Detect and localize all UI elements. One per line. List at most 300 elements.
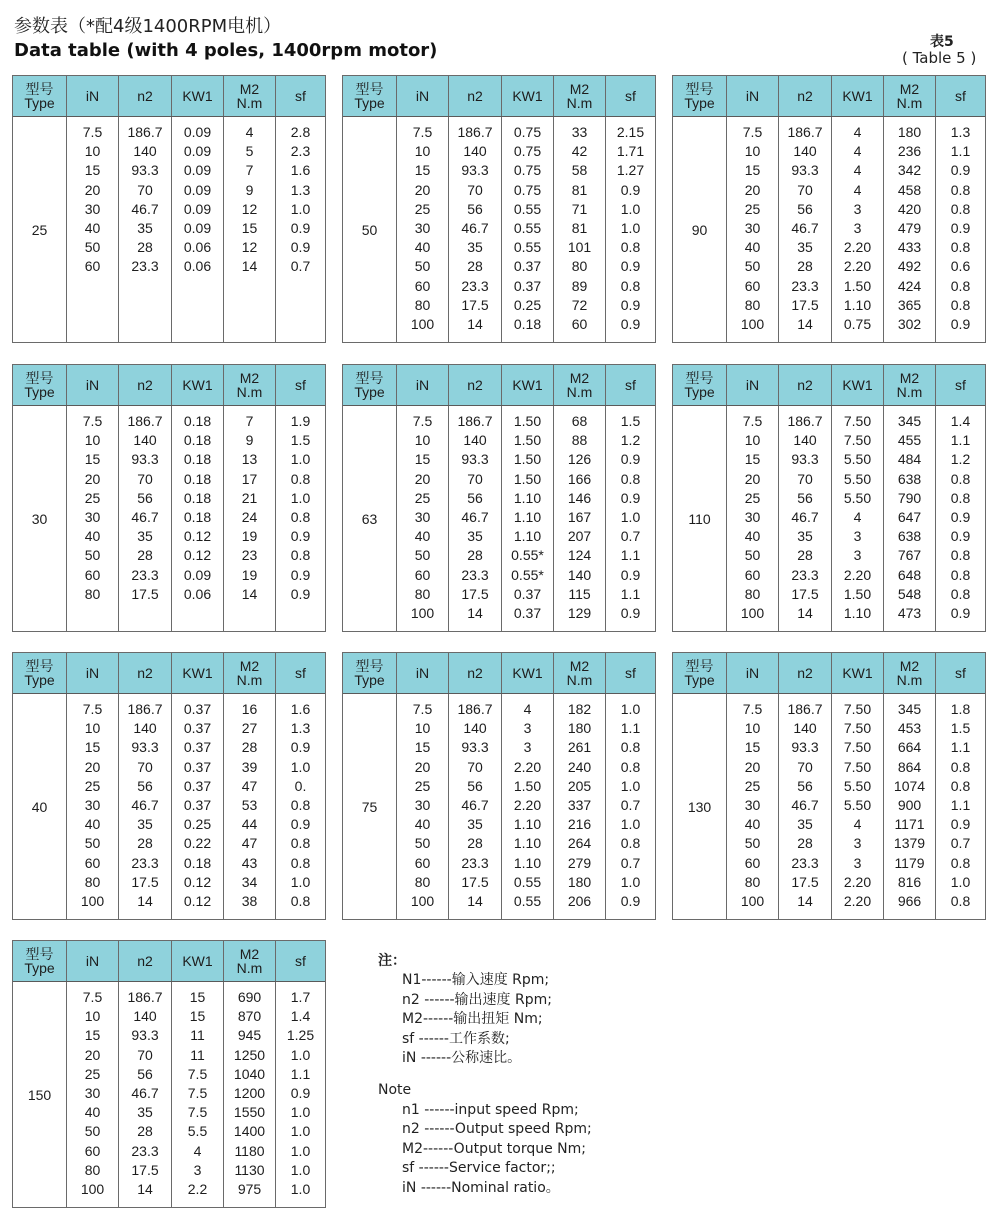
cell-n2: 35 [137,219,153,236]
type-cell [13,406,66,632]
cell-sf: 0.8 [290,892,311,909]
cell-n2: 14 [137,892,153,909]
header-type-cn: 型号 [685,658,714,674]
header-kw1-label: KW1 [182,953,213,969]
cell-m2: 420 [897,200,922,217]
cell-sf: 0.8 [950,854,971,871]
cell-sf: 0.9 [950,528,971,545]
header-type [343,365,396,405]
cell-m2: 302 [897,315,922,332]
cell-kw1: 4 [853,124,862,140]
cell-m2: 81 [571,181,588,198]
cell-n2: 46.7 [131,796,159,813]
cell-sf: 1.0 [290,1142,311,1159]
header-type-cn: 型号 [355,370,384,386]
cell-sf: 0.8 [620,470,641,487]
cell-sf: 1.1 [950,143,971,160]
cell-iN: 80 [414,296,431,313]
cell-kw1: 1.10 [513,528,542,545]
cell-iN: 60 [84,1142,101,1159]
cell-n2: 56 [467,200,483,217]
cell-iN: 30 [744,796,761,813]
cell-sf: 0.9 [290,585,311,602]
header-kw1 [831,653,883,693]
cell-iN: 10 [744,720,761,737]
cell-n2: 46.7 [791,508,819,525]
cell-sf: 0.8 [950,181,971,198]
cell-iN: 20 [744,758,761,775]
cell-sf: 0.9 [290,816,311,833]
cell-kw1: 0.12 [183,873,212,890]
cell-sf: 0.8 [950,547,971,564]
cell-m2: 205 [567,777,592,794]
cell-sf: 1.5 [290,432,311,449]
column-kw1 [831,406,883,632]
cell-iN: 7.5 [82,124,103,140]
cell-iN: 25 [84,777,101,794]
cell-kw1: 11 [190,1027,205,1044]
cell-m2: 19 [241,566,258,583]
column-sf [275,982,325,1208]
header-n2-label: n2 [467,377,483,393]
column-kw1 [501,117,553,343]
cell-m2: 47 [241,777,258,794]
cell-kw1: 0.12 [183,547,212,564]
note-line-cn: iN ------公称速比。 [402,1050,522,1066]
cell-iN: 60 [84,566,101,583]
cell-n2: 23.3 [791,854,819,871]
cell-n2: 56 [467,489,483,506]
column-m2 [553,694,605,920]
cell-iN: 60 [414,566,431,583]
cell-iN: 40 [84,528,101,545]
cell-iN: 15 [414,451,431,468]
cell-iN: 7.5 [82,989,103,1005]
cell-sf: 1.6 [290,701,311,717]
cell-iN: 25 [744,777,761,794]
cell-iN: 80 [414,585,431,602]
cell-iN: 10 [744,143,761,160]
cell-iN: 30 [744,508,761,525]
column-iN [396,694,448,920]
cell-n2: 28 [137,239,153,256]
cell-m2: 664 [897,739,922,756]
cell-kw1: 3 [853,528,862,545]
cell-m2: 89 [571,277,588,294]
cell-iN: 15 [84,1027,101,1044]
cell-m2: 5 [245,143,254,160]
cell-sf: 0.8 [290,796,311,813]
cell-sf: 1.0 [290,1104,311,1121]
cell-iN: 25 [414,489,431,506]
cell-iN: 25 [414,200,431,217]
cell-n2: 28 [467,547,483,564]
column-sf [935,694,985,920]
cell-iN: 25 [84,1065,101,1082]
cell-n2: 28 [467,258,483,275]
cell-n2: 35 [137,1104,153,1121]
cell-iN: 20 [84,1046,101,1063]
cell-iN: 25 [84,489,101,506]
cell-sf: 1.0 [290,1161,311,1178]
column-sf [605,694,655,920]
column-sf [935,406,985,632]
cell-iN: 100 [410,604,435,621]
cell-sf: 1.4 [950,413,971,429]
header-type-en: Type [684,95,715,111]
cell-sf: 0.7 [290,258,311,275]
header-type-en: Type [684,672,715,688]
cell-n2: 23.3 [791,277,819,294]
cell-n2: 70 [137,1046,153,1063]
cell-n2: 56 [797,777,813,794]
header-n2 [778,76,831,116]
header-type-en: Type [24,672,55,688]
table-body [13,694,325,920]
header-in [66,76,118,116]
cell-m2: 71 [571,200,588,217]
cell-kw1: 4 [853,181,862,198]
cell-kw1: 0.22 [183,835,212,852]
cell-n2: 140 [793,143,817,160]
cell-kw1: 7.50 [843,720,872,737]
cell-iN: 40 [414,528,431,545]
cell-sf: 0.7 [620,796,641,813]
cell-kw1: 2.20 [843,566,872,583]
header-kw1-label: KW1 [182,665,213,681]
cell-m2: 790 [897,489,922,506]
cell-sf: 0.9 [620,315,641,332]
cell-kw1: 0.55 [513,219,542,236]
cell-m2: 15 [241,219,258,236]
cell-m2: 690 [237,989,262,1005]
header-kw1-label: KW1 [512,665,543,681]
cell-kw1: 2.20 [843,258,872,275]
cell-sf: 0.6 [950,258,971,275]
header-sf-label: sf [955,665,966,681]
cell-iN: 20 [84,470,101,487]
cell-m2: 60 [571,315,588,332]
cell-iN: 50 [744,258,761,275]
cell-iN: 20 [744,470,761,487]
cell-iN: 10 [84,143,101,160]
cell-m2: 7 [245,162,254,179]
cell-m2: 21 [241,489,258,506]
header-m2-label: M2 [899,370,920,386]
header-m2-label: M2 [569,658,590,674]
cell-m2: 9 [245,181,254,198]
header-in-label: iN [745,377,760,393]
cell-sf: 0.9 [950,816,971,833]
cell-kw1: 0.37 [513,604,542,621]
type-value: 40 [31,799,48,815]
cell-n2: 17.5 [131,585,159,602]
cell-m2: 44 [241,816,258,833]
cell-kw1: 1.10 [513,489,542,506]
header-type-en: Type [354,384,385,400]
cell-m2: 38 [241,892,258,909]
cell-iN: 7.5 [412,701,433,717]
header-sf-label: sf [295,665,306,681]
column-kw1 [501,406,553,632]
column-n2 [778,694,831,920]
cell-iN: 40 [744,816,761,833]
cell-m2: 182 [567,701,592,717]
cell-sf: 1.0 [620,873,641,890]
cell-sf: 0.9 [290,239,311,256]
cell-sf: 0.9 [620,258,641,275]
cell-kw1: 0.37 [183,758,212,775]
column-iN [66,406,118,632]
cell-m2: 975 [237,1180,262,1197]
cell-n2: 70 [797,758,813,775]
cell-kw1: 5.50 [843,796,872,813]
cell-sf: 0.9 [950,162,971,179]
column-m2 [223,694,275,920]
header-in-label: iN [85,953,100,969]
cell-kw1: 0.37 [183,777,212,794]
cell-m2: 166 [567,470,592,487]
cell-iN: 30 [84,1084,101,1101]
cell-n2: 93.3 [461,162,489,179]
cell-n2: 56 [137,489,153,506]
cell-sf: 1.1 [620,585,641,602]
header-kw1-label: KW1 [842,88,873,104]
column-sf [605,406,655,632]
column-iN [396,406,448,632]
cell-m2: 424 [897,277,922,294]
cell-iN: 7.5 [742,413,763,429]
cell-sf: 0.9 [620,604,641,621]
cell-n2: 70 [797,470,813,487]
note-line-cn: sf ------工作系数; [402,1030,510,1047]
column-kw1 [831,117,883,343]
cell-iN: 60 [744,854,761,871]
cell-n2: 70 [467,470,483,487]
column-sf [275,406,325,632]
cell-sf: 0.8 [620,739,641,756]
table-header [13,653,325,694]
header-in-label: iN [415,377,430,393]
type-cell [13,694,66,920]
header-kw1 [171,76,223,116]
cell-iN: 100 [740,892,765,909]
header-m2-unit: N.m [896,384,923,400]
cell-m2: 767 [897,547,922,564]
column-iN [66,982,118,1208]
table-body [13,982,325,1208]
cell-sf: 0.8 [290,508,311,525]
notes-title-en: Note [378,1081,412,1098]
cell-kw1: 7.5 [187,1104,208,1121]
header-in-label: iN [745,88,760,104]
cell-sf: 0.8 [620,758,641,775]
cell-iN: 80 [414,873,431,890]
column-n2 [118,117,171,343]
cell-sf: 0.9 [290,739,311,756]
cell-sf: 1.0 [290,1180,311,1197]
table-body [343,694,655,920]
header-m2 [223,653,275,693]
cell-m2: 492 [897,258,922,275]
cell-kw1: 0.37 [183,720,212,737]
header-in [396,365,448,405]
cell-iN: 15 [414,162,431,179]
column-kw1 [501,694,553,920]
cell-m2: 88 [571,432,588,449]
cell-kw1: 0.37 [513,585,542,602]
header-m2-unit: N.m [566,672,593,688]
cell-sf: 0.7 [620,854,641,871]
header-sf-label: sf [625,377,636,393]
type-cell [343,694,396,920]
cell-n2: 186.7 [787,124,823,140]
header-n2 [118,941,171,981]
cell-iN: 100 [740,604,765,621]
cell-n2: 46.7 [461,508,489,525]
cell-n2: 46.7 [131,1084,159,1101]
cell-m2: 14 [241,585,258,602]
cell-kw1: 0.06 [183,258,212,275]
column-iN [726,406,778,632]
header-sf [935,653,985,693]
cell-sf: 1.1 [620,547,641,564]
cell-kw1: 0.18 [183,854,212,871]
header-type-cn: 型号 [25,370,54,386]
cell-iN: 100 [410,892,435,909]
header-type-en: Type [24,384,55,400]
cell-n2: 14 [797,892,813,909]
cell-m2: 638 [897,470,922,487]
cell-sf: 0.8 [950,200,971,217]
cell-iN: 60 [84,258,101,275]
cell-m2: 47 [241,835,258,852]
cell-iN: 40 [84,219,101,236]
column-kw1 [831,694,883,920]
cell-m2: 124 [567,547,592,564]
cell-sf: 1.0 [290,1123,311,1140]
cell-m2: 7 [245,413,254,429]
cell-sf: 1.0 [290,873,311,890]
cell-n2: 93.3 [791,451,819,468]
cell-iN: 15 [84,162,101,179]
cell-n2: 23.3 [461,277,489,294]
cell-kw1: 0.18 [513,315,542,332]
cell-m2: 261 [567,739,592,756]
cell-m2: 647 [897,508,922,525]
cell-kw1: 2.20 [513,796,542,813]
column-m2 [223,982,275,1208]
cell-iN: 100 [740,315,765,332]
cell-iN: 15 [84,451,101,468]
cell-m2: 42 [571,143,588,160]
header-in [66,365,118,405]
cell-iN: 10 [414,432,431,449]
cell-kw1: 5.50 [843,489,872,506]
type-cell [13,117,66,343]
cell-n2: 93.3 [791,162,819,179]
cell-sf: 1.0 [290,200,311,217]
cell-n2: 70 [467,181,483,198]
cell-sf: 2.3 [290,143,311,160]
header-n2 [778,653,831,693]
cell-n2: 23.3 [131,854,159,871]
header-m2-unit: N.m [896,672,923,688]
cell-m2: 548 [897,585,922,602]
cell-iN: 80 [84,1161,101,1178]
cell-iN: 15 [84,739,101,756]
cell-kw1: 0.18 [183,470,212,487]
header-sf-label: sf [625,88,636,104]
cell-kw1: 2.20 [843,873,872,890]
column-sf [275,117,325,343]
cell-iN: 100 [410,315,435,332]
cell-sf: 0.8 [620,239,641,256]
header-kw1 [831,365,883,405]
cell-m2: 458 [897,181,922,198]
cell-sf: 1.1 [620,720,641,737]
cell-m2: 27 [241,720,258,737]
cell-m2: 870 [237,1008,262,1025]
cell-n2: 186.7 [127,124,163,140]
cell-n2: 28 [137,835,153,852]
title-cn: 参数表（*配4级1400RPM电机） [14,16,282,37]
header-type-en: Type [354,672,385,688]
cell-sf: 0.8 [620,277,641,294]
cell-sf: 0.9 [620,892,641,909]
cell-n2: 140 [133,720,157,737]
cell-n2: 46.7 [131,200,159,217]
cell-m2: 80 [571,258,588,275]
cell-sf: 1.6 [290,162,311,179]
cell-m2: 365 [897,296,922,313]
header-m2 [553,76,605,116]
column-m2 [553,117,605,343]
type-value: 110 [688,511,711,527]
table-header [343,365,655,406]
cell-iN: 15 [744,162,761,179]
cell-sf: 0.8 [950,239,971,256]
cell-kw1: 0.55 [513,239,542,256]
header-m2 [883,76,935,116]
cell-n2: 17.5 [131,873,159,890]
cell-iN: 20 [84,758,101,775]
cell-kw1: 0.18 [183,451,212,468]
header-m2-unit: N.m [236,384,263,400]
cell-iN: 60 [414,277,431,294]
cell-iN: 20 [414,470,431,487]
cell-n2: 140 [463,143,487,160]
cell-n2: 35 [137,816,153,833]
column-n2 [778,406,831,632]
cell-sf: 0.8 [950,296,971,313]
cell-n2: 70 [137,181,153,198]
cell-sf: 1.71 [616,143,645,160]
cell-n2: 186.7 [127,701,163,717]
cell-iN: 20 [84,181,101,198]
cell-iN: 40 [414,239,431,256]
note-line-en: M2------Output torque Nm; [402,1140,586,1157]
cell-kw1: 0.09 [183,200,212,217]
type-value: 130 [687,799,712,815]
header-in-label: iN [745,665,760,681]
cell-iN: 20 [414,181,431,198]
cell-n2: 28 [797,835,813,852]
cell-sf: 1.3 [950,124,971,140]
header-n2 [118,365,171,405]
cell-sf: 0.8 [620,835,641,852]
cell-n2: 93.3 [791,739,819,756]
